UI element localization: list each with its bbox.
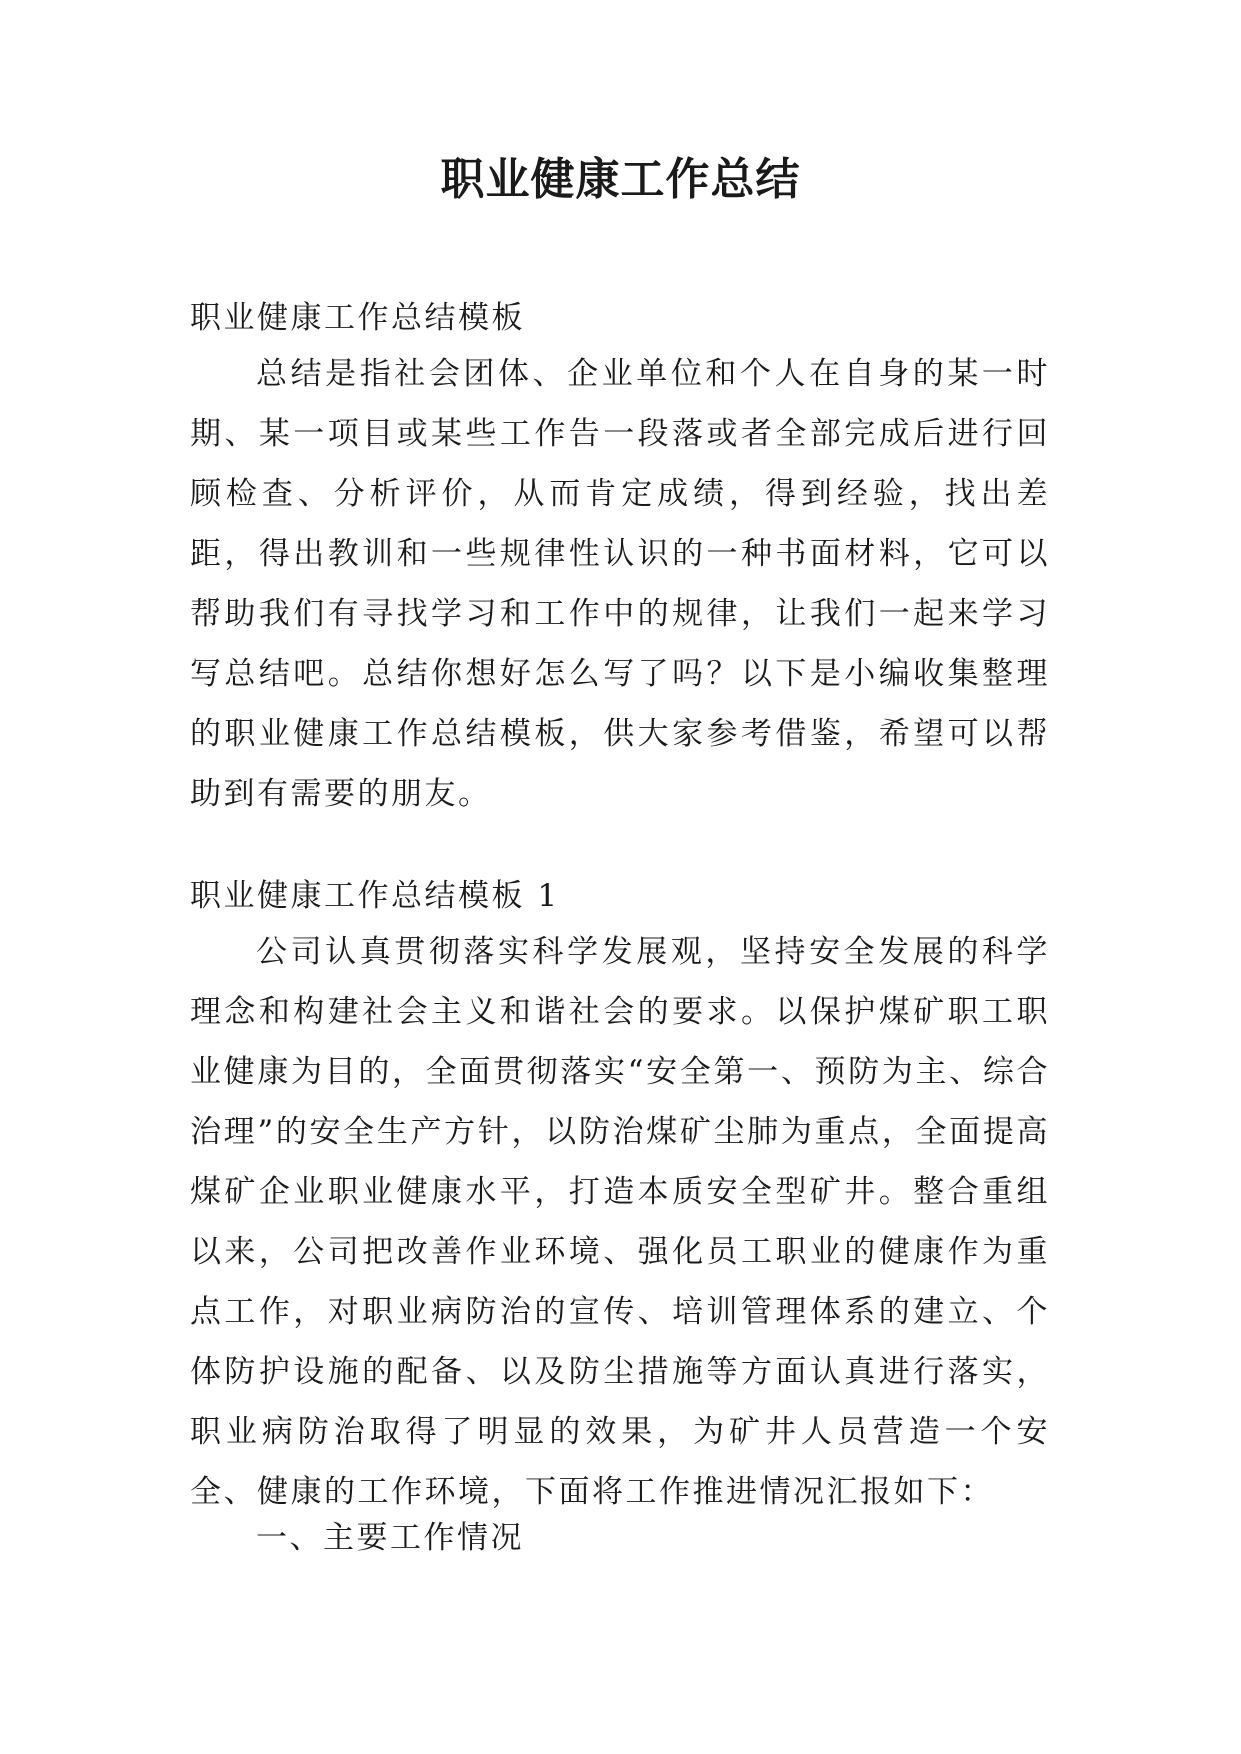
intro-paragraph: 总结是指社会团体、企业单位和个人在自身的某一时期、某一项目或某些工作告一段落或者全部完成后进行回顾检查、分析评价，从而肯定成绩，得到经验，找出差距，得出教训和一些规律性认识的一种书面材料，它可以帮助我们有寻找学习和工作中的规律，让我们一起来学习写总结吧。总结你想好怎么写了吗？以下是小编收集整理的职业健康工作总结模板，供大家参考借鉴，希望可以帮助到有需要的朋友。 — [190, 356, 1050, 812]
document-title: 职业健康工作总结 — [440, 154, 801, 205]
subheading-main-work: 一、主要工作情况 — [256, 1520, 524, 1556]
intro-heading: 职业健康工作总结模板 — [190, 300, 525, 336]
section1-paragraph: 公司认真贯彻落实科学发展观，坚持安全发展的科学理念和构建社会主义和谐社会的要求。以保护煤矿职工职业健康为目的，全面贯彻落实“安全第一、预防为主、综合治理”的安全生产方针，以防治煤矿尘肺为重点，全面提高煤矿企业职业健康水平，打造本质安全型矿井。整合重组以来，公司把改善作业环境、强化员工职业的健康作为重点工作，对职业病防治的宣传、培训管理体系的建立、个体防护设施的配备、以及防尘措施等方面认真进行落实，职业病防治取得了明显的效果，为矿井人员营造一个安全、健康的工作环境，下面将工作推进情况汇报如下： — [190, 934, 1050, 1510]
section1-heading: 职业健康工作总结模板 1 — [190, 878, 560, 914]
